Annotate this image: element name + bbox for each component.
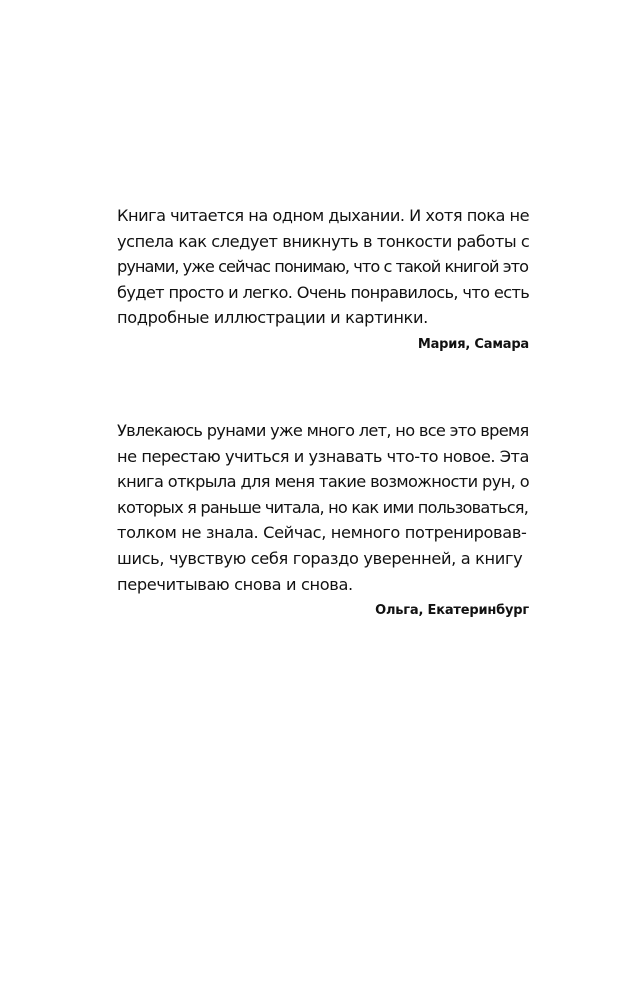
text-line: успела как следует вникнуть в тонкости работы с xyxy=(117,231,530,251)
review-text xyxy=(117,418,529,597)
text-line: Увлекаюсь рунами уже много лет, но все это время xyxy=(117,421,529,440)
review-2 xyxy=(117,418,529,618)
text-line: шись, чувствую себя гораздо уверенней, а книгу xyxy=(117,548,523,568)
review-1 xyxy=(117,203,529,352)
text-line: которых я раньше читала, но как ими пользоваться, xyxy=(117,497,529,517)
review-author: Ольга, Екатеринбург xyxy=(375,603,529,619)
text-line: перечитываю снова и снова. xyxy=(117,574,353,594)
review-author: Мария, Самара xyxy=(417,336,529,352)
text-line: книга открыла для меня такие возможности рун, о xyxy=(117,472,529,492)
text-line: подробные иллюстрации и картинки. xyxy=(117,308,428,328)
review-text xyxy=(117,203,529,331)
text-line: Книга читается на одном дыхании. И хотя пока не xyxy=(117,206,530,225)
text-line: толком не знала. Сейчас, немного потренировав- xyxy=(117,523,527,543)
text-line: не перестаю учиться и узнавать что-то новое. Эта xyxy=(117,446,529,466)
text-line: будет просто и легко. Очень понравилось, что есть xyxy=(117,282,530,302)
text-line: рунами, уже сейчас понимаю, что с такой книгой это xyxy=(117,257,529,277)
